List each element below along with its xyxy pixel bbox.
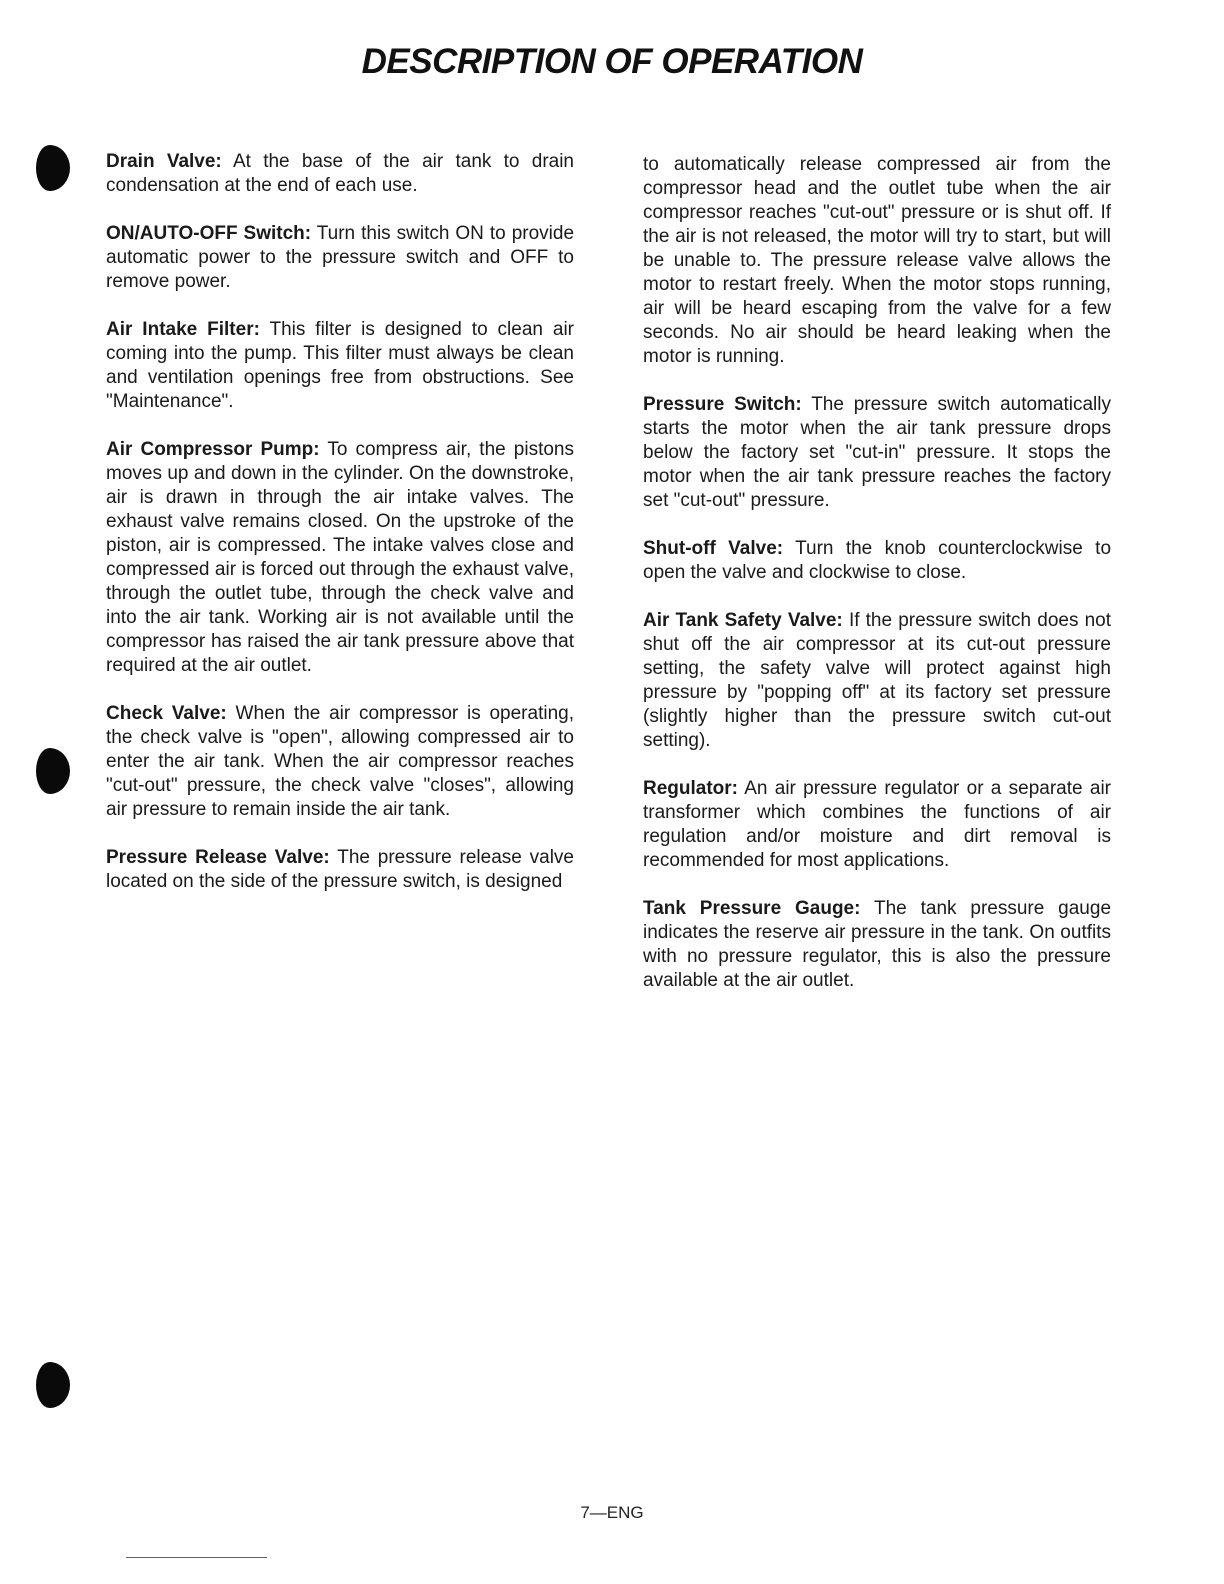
section-shut-off-valve (643, 537, 1111, 585)
page-title: DESCRIPTION OF OPERATION (361, 42, 863, 81)
section-drain-valve (106, 150, 574, 198)
section-air-compressor-pump (106, 438, 574, 678)
term-description: The pressure release valve located on the side of the pressure switch, is designed (106, 847, 574, 892)
binder-hole-middle (36, 748, 70, 794)
term-label: Pressure Switch: (643, 394, 802, 415)
term-description: The pressure switch automatically starts the motor when the air tank pressure drops below the factory set "cut-in" pressure. It stops the motor when the air tank pressure reaches the factory set "cut-out" pressure. (643, 394, 1112, 511)
page-number: 7—ENG (580, 1503, 644, 1522)
term-description: At the base of the air tank to drain condensation at the end of each use. (106, 151, 574, 196)
term-description: When the air compressor is operating, the check valve is "open", allowing compressed air to enter the air tank. When the air compressor reaches "cut-out" pressure, the check valve "closes", allowing air pressure to remain inside the air tank. (106, 703, 574, 820)
term-label: Regulator: (643, 778, 738, 799)
section-pressure-release-valve (106, 846, 574, 894)
term-description: An air pressure regulator or a separate air transformer which combines the functions of air regulation and/or moisture and dirt removal is recommended for most applications. (643, 778, 1111, 871)
section-pressure-release-valve-continued (643, 153, 1111, 369)
term-description: to automatically release compressed air from the compressor head and the outlet tube when the air compressor reaches "cut-out" pressure or is shut off. If the air is not released, the motor will try to start, but will be unable to. The pressure release valve allows the motor to restart freely. When the motor stops running, air will be heard escaping from the valve for a few seconds. No air should be heard leaking when the motor is running. (643, 154, 1111, 367)
term-label: Air Compressor Pump: (106, 439, 320, 460)
section-tank-pressure-gauge (643, 897, 1111, 993)
term-description: To compress air, the pistons moves up and down in the cylinder. On the downstroke, air is drawn in through the air intake valves. The exhaust valve remains closed. On the upstroke of the piston, air is compressed. The intake valves close and compressed air is forced out through the exhaust valve, through the outlet tube, through the check valve and into the air tank. Working air is not available until the compressor has raised the air tank pressure above that required at the air outlet. (106, 439, 574, 676)
section-on-auto-off-switch (106, 222, 574, 294)
term-label: Drain Valve: (106, 151, 222, 172)
section-air-tank-safety-valve (643, 609, 1111, 753)
term-label: Pressure Release Valve: (106, 847, 330, 868)
term-label: Tank Pressure Gauge: (643, 898, 861, 919)
term-description: This filter is designed to clean air coming into the pump. This filter must always be clean and ventilation openings free from obstructions. See "Maintenance". (106, 319, 575, 412)
right-column (643, 153, 1111, 1017)
term-label: ON/AUTO-OFF Switch: (106, 223, 312, 244)
term-description: Turn this switch ON to provide automatic power to the pressure switch and OFF to remove power. (106, 223, 575, 292)
left-column (106, 150, 574, 918)
term-label: Air Intake Filter: (106, 319, 260, 340)
binder-hole-bottom (36, 1362, 70, 1408)
term-description: If the pressure switch does not shut off the air compressor at its cut-out pressure setting, the safety valve will protect against high pressure by "popping off" at its factory set pressure (slightly higher than the pressure switch cut-out setting). (643, 610, 1112, 751)
section-check-valve (106, 702, 574, 822)
binder-hole-top (36, 145, 70, 191)
section-air-intake-filter (106, 318, 574, 414)
term-label: Air Tank Safety Valve: (643, 610, 843, 631)
footnote-divider (126, 1557, 267, 1558)
term-description: The tank pressure gauge indicates the reserve air pressure in the tank. On outfits with no pressure regulator, this is also the pressure available at the air outlet. (643, 898, 1112, 991)
term-label: Shut-off Valve: (643, 538, 784, 559)
term-label: Check Valve: (106, 703, 227, 724)
term-description: Turn the knob counterclockwise to open the valve and clockwise to close. (643, 538, 1112, 583)
section-regulator (643, 777, 1111, 873)
section-pressure-switch (643, 393, 1111, 513)
